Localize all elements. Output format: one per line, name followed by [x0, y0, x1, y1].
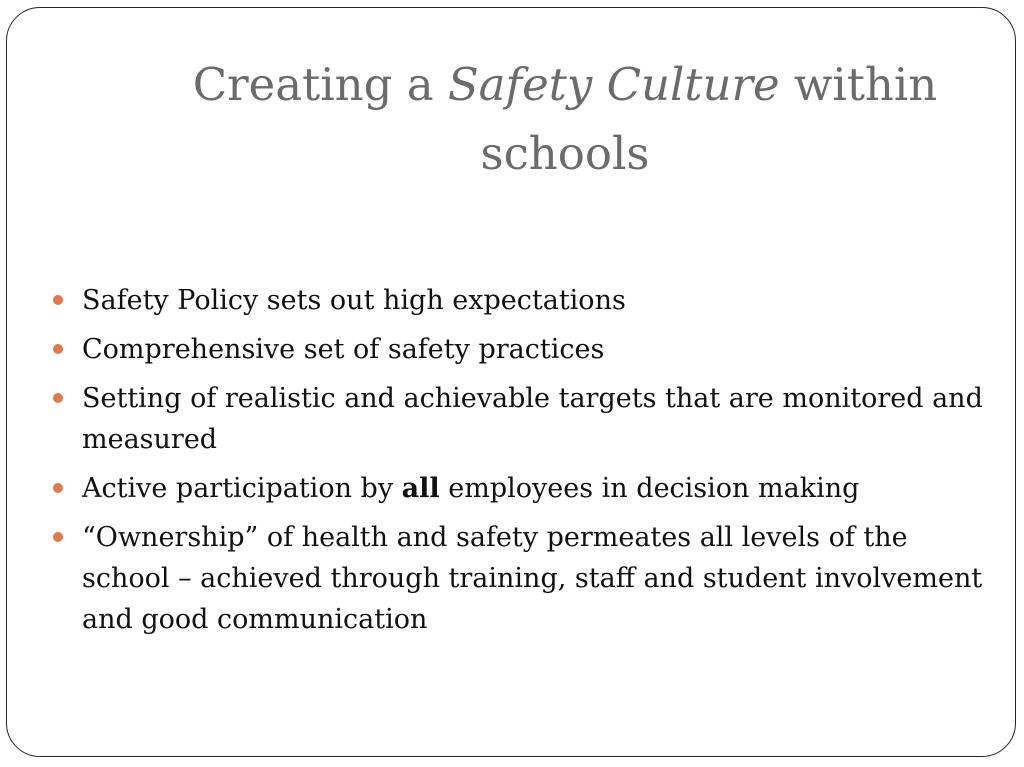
bullet-dot-icon [53, 393, 63, 403]
slide-title [140, 50, 990, 188]
bullet-text: Comprehensive set of safety practices [82, 334, 605, 365]
title-emphasis: Safety Culture [447, 58, 780, 111]
bullet-item [52, 468, 1002, 509]
bullet-item [52, 517, 1002, 640]
bullet-item [52, 378, 1002, 460]
bullet-dot-icon [53, 344, 63, 354]
bullet-text-end: employees in decision making [439, 473, 860, 504]
bullet-dot-icon [53, 532, 63, 542]
bullet-emphasis-all: all [401, 473, 440, 504]
title-text-start: Creating a [192, 58, 448, 111]
bullet-text: “Ownership” of health and safety permeates all levels of the school – achieved through training, staff and student involvement and good communication [82, 522, 983, 635]
bullet-dot-icon [53, 483, 63, 493]
bullet-text: Safety Policy sets out high expectations [82, 285, 626, 316]
bullet-text [82, 473, 859, 504]
bullet-text: Setting of realistic and achievable targets that are monitored and measured [82, 383, 983, 455]
title-text-end: within schools [480, 58, 938, 180]
bullet-item [52, 280, 1002, 321]
bullet-item [52, 329, 1002, 370]
bullet-list [52, 280, 1002, 648]
bullet-text-start: Active participation by [82, 473, 402, 504]
bullet-dot-icon [53, 295, 63, 305]
